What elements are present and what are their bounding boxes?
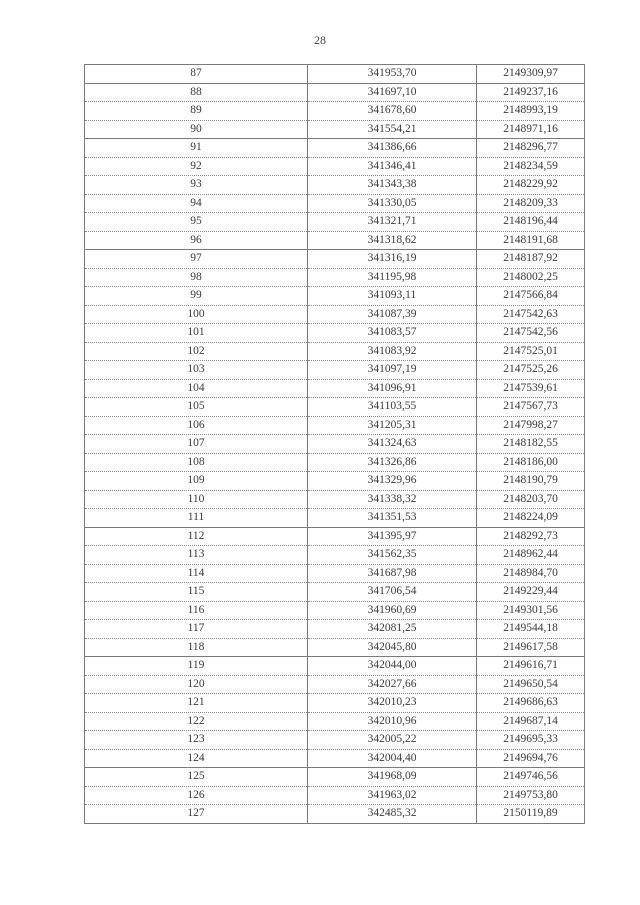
- table-row: [85, 453, 585, 472]
- y-coordinate-cell: 2149746,56: [477, 768, 585, 787]
- y-coordinate-cell: 2148962,44: [477, 546, 585, 565]
- point-number-cell: 110: [85, 490, 308, 509]
- x-coordinate-cell: 342005,22: [308, 731, 477, 750]
- point-number-cell: 101: [85, 324, 308, 343]
- point-number-cell: 98: [85, 268, 308, 287]
- table-row: [85, 194, 585, 213]
- table-row: [85, 250, 585, 269]
- y-coordinate-cell: 2148002,25: [477, 268, 585, 287]
- x-coordinate-cell: 341083,57: [308, 324, 477, 343]
- y-coordinate-cell: 2148209,33: [477, 194, 585, 213]
- table-row: [85, 324, 585, 343]
- y-coordinate-cell: 2149695,33: [477, 731, 585, 750]
- table-row: [85, 731, 585, 750]
- point-number-cell: 87: [85, 65, 308, 84]
- y-coordinate-cell: 2148229,92: [477, 176, 585, 195]
- table-row: [85, 749, 585, 768]
- y-coordinate-cell: 2149229,44: [477, 583, 585, 602]
- point-number-cell: 124: [85, 749, 308, 768]
- table-row: [85, 657, 585, 676]
- point-number-cell: 112: [85, 527, 308, 546]
- table-row: [85, 157, 585, 176]
- point-number-cell: 105: [85, 398, 308, 417]
- point-number-cell: 113: [85, 546, 308, 565]
- point-number-cell: 125: [85, 768, 308, 787]
- table-row: [85, 342, 585, 361]
- table-row: [85, 601, 585, 620]
- table-row: [85, 546, 585, 565]
- table-row: [85, 675, 585, 694]
- x-coordinate-cell: 342010,96: [308, 712, 477, 731]
- point-number-cell: 103: [85, 361, 308, 380]
- y-coordinate-cell: 2149686,63: [477, 694, 585, 713]
- table-row: [85, 231, 585, 250]
- point-number-cell: 114: [85, 564, 308, 583]
- x-coordinate-cell: 342485,32: [308, 805, 477, 824]
- point-number-cell: 91: [85, 139, 308, 158]
- x-coordinate-cell: 341562,35: [308, 546, 477, 565]
- y-coordinate-cell: 2149301,56: [477, 601, 585, 620]
- y-coordinate-cell: 2147525,01: [477, 342, 585, 361]
- point-number-cell: 122: [85, 712, 308, 731]
- y-coordinate-cell: 2149616,71: [477, 657, 585, 676]
- x-coordinate-cell: 342045,80: [308, 638, 477, 657]
- table-row: [85, 120, 585, 139]
- table-row: [85, 102, 585, 121]
- point-number-cell: 96: [85, 231, 308, 250]
- x-coordinate-cell: 341096,91: [308, 379, 477, 398]
- coordinates-table: [84, 64, 585, 824]
- point-number-cell: 109: [85, 472, 308, 491]
- table-row: [85, 583, 585, 602]
- point-number-cell: 94: [85, 194, 308, 213]
- x-coordinate-cell: 341326,86: [308, 453, 477, 472]
- table-row: [85, 361, 585, 380]
- x-coordinate-cell: 341697,10: [308, 83, 477, 102]
- page-number: 28: [314, 33, 326, 47]
- x-coordinate-cell: 341346,41: [308, 157, 477, 176]
- point-number-cell: 106: [85, 416, 308, 435]
- x-coordinate-cell: 341395,97: [308, 527, 477, 546]
- y-coordinate-cell: 2147542,63: [477, 305, 585, 324]
- x-coordinate-cell: 341083,92: [308, 342, 477, 361]
- y-coordinate-cell: 2148984,70: [477, 564, 585, 583]
- point-number-cell: 97: [85, 250, 308, 269]
- x-coordinate-cell: 341195,98: [308, 268, 477, 287]
- x-coordinate-cell: 341351,53: [308, 509, 477, 528]
- y-coordinate-cell: 2148292,73: [477, 527, 585, 546]
- y-coordinate-cell: 2149237,16: [477, 83, 585, 102]
- y-coordinate-cell: 2147542,56: [477, 324, 585, 343]
- point-number-cell: 120: [85, 675, 308, 694]
- x-coordinate-cell: 341343,38: [308, 176, 477, 195]
- x-coordinate-cell: 341205,31: [308, 416, 477, 435]
- y-coordinate-cell: 2148190,79: [477, 472, 585, 491]
- point-number-cell: 121: [85, 694, 308, 713]
- table-row: [85, 638, 585, 657]
- x-coordinate-cell: 341687,98: [308, 564, 477, 583]
- y-coordinate-cell: 2148993,19: [477, 102, 585, 121]
- table-row: [85, 694, 585, 713]
- point-number-cell: 118: [85, 638, 308, 657]
- point-number-cell: 111: [85, 509, 308, 528]
- point-number-cell: 90: [85, 120, 308, 139]
- x-coordinate-cell: 341324,63: [308, 435, 477, 454]
- x-coordinate-cell: 341960,69: [308, 601, 477, 620]
- point-number-cell: 123: [85, 731, 308, 750]
- y-coordinate-cell: 2150119,89: [477, 805, 585, 824]
- y-coordinate-cell: 2148187,92: [477, 250, 585, 269]
- y-coordinate-cell: 2149617,58: [477, 638, 585, 657]
- x-coordinate-cell: 341087,39: [308, 305, 477, 324]
- y-coordinate-cell: 2149309,97: [477, 65, 585, 84]
- point-number-cell: 116: [85, 601, 308, 620]
- table-row: [85, 213, 585, 232]
- table-row: [85, 564, 585, 583]
- x-coordinate-cell: 341963,02: [308, 786, 477, 805]
- y-coordinate-cell: 2148191,68: [477, 231, 585, 250]
- y-coordinate-cell: 2149687,14: [477, 712, 585, 731]
- coordinates-table-body: [85, 65, 585, 824]
- table-row: [85, 139, 585, 158]
- x-coordinate-cell: 341953,70: [308, 65, 477, 84]
- x-coordinate-cell: 341103,55: [308, 398, 477, 417]
- point-number-cell: 126: [85, 786, 308, 805]
- table-row: [85, 805, 585, 824]
- point-number-cell: 88: [85, 83, 308, 102]
- point-number-cell: 95: [85, 213, 308, 232]
- table-row: [85, 509, 585, 528]
- x-coordinate-cell: 341321,71: [308, 213, 477, 232]
- y-coordinate-cell: 2147567,73: [477, 398, 585, 417]
- y-coordinate-cell: 2148224,09: [477, 509, 585, 528]
- table-row: [85, 287, 585, 306]
- y-coordinate-cell: 2148296,77: [477, 139, 585, 158]
- point-number-cell: 127: [85, 805, 308, 824]
- table-row: [85, 416, 585, 435]
- table-row: [85, 379, 585, 398]
- x-coordinate-cell: 341338,32: [308, 490, 477, 509]
- table-row: [85, 435, 585, 454]
- point-number-cell: 93: [85, 176, 308, 195]
- y-coordinate-cell: 2147998,27: [477, 416, 585, 435]
- x-coordinate-cell: 342027,66: [308, 675, 477, 694]
- y-coordinate-cell: 2148234,59: [477, 157, 585, 176]
- x-coordinate-cell: 342004,40: [308, 749, 477, 768]
- x-coordinate-cell: 341097,19: [308, 361, 477, 380]
- point-number-cell: 119: [85, 657, 308, 676]
- x-coordinate-cell: 341386,66: [308, 139, 477, 158]
- table-row: [85, 65, 585, 84]
- table-row: [85, 472, 585, 491]
- y-coordinate-cell: 2148196,44: [477, 213, 585, 232]
- table-row: [85, 620, 585, 639]
- point-number-cell: 108: [85, 453, 308, 472]
- x-coordinate-cell: 341316,19: [308, 250, 477, 269]
- x-coordinate-cell: 341968,09: [308, 768, 477, 787]
- x-coordinate-cell: 342010,23: [308, 694, 477, 713]
- table-row: [85, 490, 585, 509]
- point-number-cell: 99: [85, 287, 308, 306]
- x-coordinate-cell: 341554,21: [308, 120, 477, 139]
- y-coordinate-cell: 2149694,76: [477, 749, 585, 768]
- y-coordinate-cell: 2147525,26: [477, 361, 585, 380]
- point-number-cell: 102: [85, 342, 308, 361]
- point-number-cell: 92: [85, 157, 308, 176]
- table-row: [85, 786, 585, 805]
- point-number-cell: 115: [85, 583, 308, 602]
- x-coordinate-cell: 341678,60: [308, 102, 477, 121]
- x-coordinate-cell: 341093,11: [308, 287, 477, 306]
- y-coordinate-cell: 2147566,84: [477, 287, 585, 306]
- table-row: [85, 305, 585, 324]
- x-coordinate-cell: 341706,54: [308, 583, 477, 602]
- point-number-cell: 107: [85, 435, 308, 454]
- table-row: [85, 768, 585, 787]
- x-coordinate-cell: 341318,62: [308, 231, 477, 250]
- x-coordinate-cell: 342044,00: [308, 657, 477, 676]
- point-number-cell: 100: [85, 305, 308, 324]
- table-row: [85, 398, 585, 417]
- y-coordinate-cell: 2148186,00: [477, 453, 585, 472]
- y-coordinate-cell: 2149544,18: [477, 620, 585, 639]
- x-coordinate-cell: 342081,25: [308, 620, 477, 639]
- x-coordinate-cell: 341329,96: [308, 472, 477, 491]
- point-number-cell: 104: [85, 379, 308, 398]
- point-number-cell: 117: [85, 620, 308, 639]
- y-coordinate-cell: 2148203,70: [477, 490, 585, 509]
- table-row: [85, 176, 585, 195]
- point-number-cell: 89: [85, 102, 308, 121]
- x-coordinate-cell: 341330,05: [308, 194, 477, 213]
- y-coordinate-cell: 2148971,16: [477, 120, 585, 139]
- table-row: [85, 83, 585, 102]
- table-row: [85, 527, 585, 546]
- y-coordinate-cell: 2147539,61: [477, 379, 585, 398]
- table-row: [85, 268, 585, 287]
- y-coordinate-cell: 2149650,54: [477, 675, 585, 694]
- table-row: [85, 712, 585, 731]
- y-coordinate-cell: 2148182,55: [477, 435, 585, 454]
- y-coordinate-cell: 2149753,80: [477, 786, 585, 805]
